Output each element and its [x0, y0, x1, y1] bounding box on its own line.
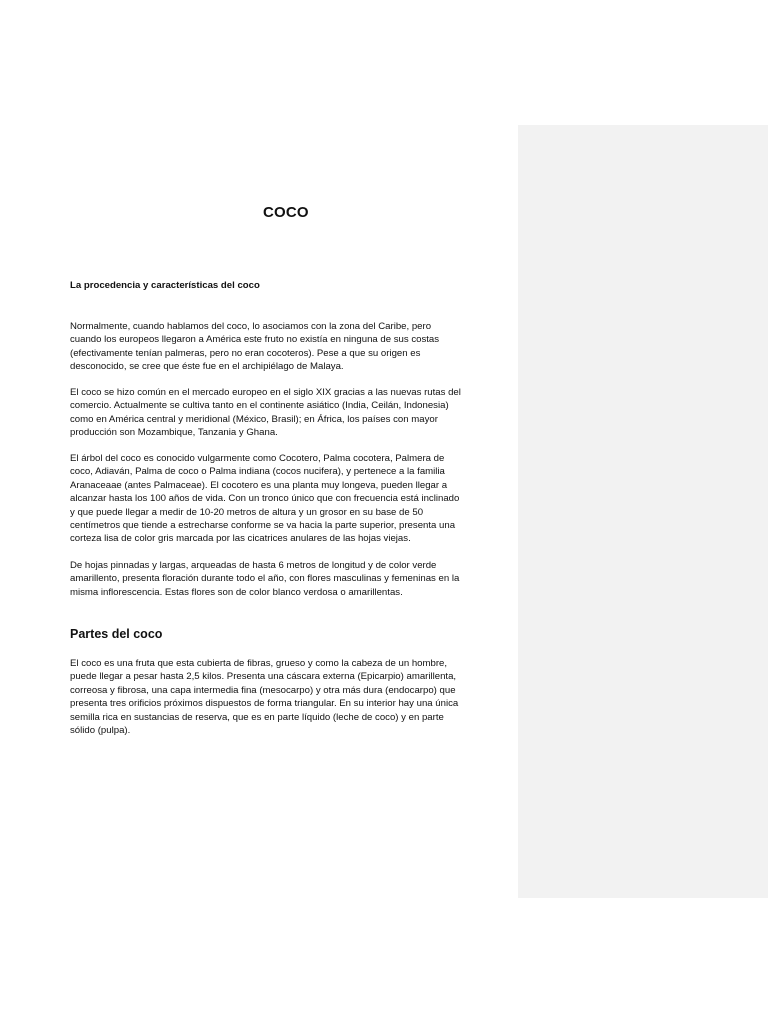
paragraph-line: puede llegar a pesar hasta 2,5 kilos. Presenta una cáscara externa (Epicarpio) amarillenta,	[70, 671, 457, 683]
paragraph-line: misma inflorescencia. Estas flores son de color blanco verdosa o amarillentas.	[70, 586, 403, 598]
section-subtitle: La procedencia y características del coco	[70, 280, 260, 291]
paragraph-line: amarillento, presenta floración durante todo el año, con flores masculinas y femeninas en la	[70, 573, 460, 585]
paragraph-tree	[70, 452, 506, 546]
paragraph-line: coco, Adiaván, Palma de coco o Palma indiana (cocos nucifera), y pertenece a la familia	[70, 466, 445, 478]
paragraph-line: semilla rica en sustancias de reserva, que es en parte líquido (leche de coco) y en parte	[70, 711, 444, 723]
paragraph-line: producción son Mozambique, Tanzania y Ghana.	[70, 427, 278, 439]
paragraph-line: De hojas pinnadas y largas, arqueadas de hasta 6 metros de longitud y de color verde	[70, 560, 437, 571]
paragraph-line: y que puede llegar a medir de 10-20 metros de altura y un grosor en su base de 50	[70, 506, 424, 518]
document-title: COCO	[263, 204, 309, 221]
paragraph-leaves	[70, 559, 506, 599]
comment-margin-panel	[518, 125, 768, 898]
paragraph-line: desconocido, se cree que éste fue en el archipiélago de Malaya.	[70, 361, 344, 373]
paragraph-line: sólido (pulpa).	[70, 725, 131, 737]
paragraph-origin	[70, 320, 506, 374]
paragraph-line: presenta tres orificios próximos dispuestos de forma triangular. En su interior hay una única	[70, 698, 459, 710]
paragraph-market	[70, 386, 506, 440]
paragraph-line: cuando los europeos llegaron a América este fruto no existía en ninguna de sus costas	[70, 334, 440, 346]
paragraph-line: El árbol del coco es conocido vulgarmente como Cocotero, Palma cocotera, Palmera de	[70, 453, 445, 464]
paragraph-parts	[70, 657, 506, 737]
paragraph-line: Normalmente, cuando hablamos del coco, lo asociamos con la zona del Caribe, pero	[70, 321, 432, 332]
paragraph-line: comercio. Actualmente se cultiva tanto en el continente asiático (India, Ceilán, Indonesia)	[70, 400, 449, 412]
paragraph-line: centímetros que tiende a estrecharse conforme se va hacia la parte superior, presenta una	[70, 520, 456, 532]
paragraph-line: El coco es una fruta que esta cubierta de fibras, grueso y como la cabeza de un hombre,	[70, 658, 448, 669]
section-heading: Partes del coco	[70, 627, 163, 641]
paragraph-line: alcanzar hasta los 100 años de vida. Con un tronco único que con frecuencia está inclinado	[70, 493, 460, 505]
paragraph-line: (efectivamente tenían palmeras, pero no eran cocoteros). Pese a que su origen es	[70, 347, 421, 359]
paragraph-line: El coco se hizo común en el mercado europeo en el siglo XIX gracias a las nuevas rutas del	[70, 387, 461, 398]
paragraph-line: Aranaceaae (antes Palmaceae). El cocotero es una planta muy longeva, pueden llegar a	[70, 479, 448, 491]
paragraph-line: como en América central y meridional (México, Brasil); en África, los países con mayor	[70, 413, 438, 425]
paragraph-line: correosa y fibrosa, una capa intermedia fina (mesocarpo) y otra más dura (endocarpo) que	[70, 684, 456, 696]
paragraph-line: corteza lisa de color gris marcada por las cicatrices anulares de las hojas viejas.	[70, 533, 411, 545]
